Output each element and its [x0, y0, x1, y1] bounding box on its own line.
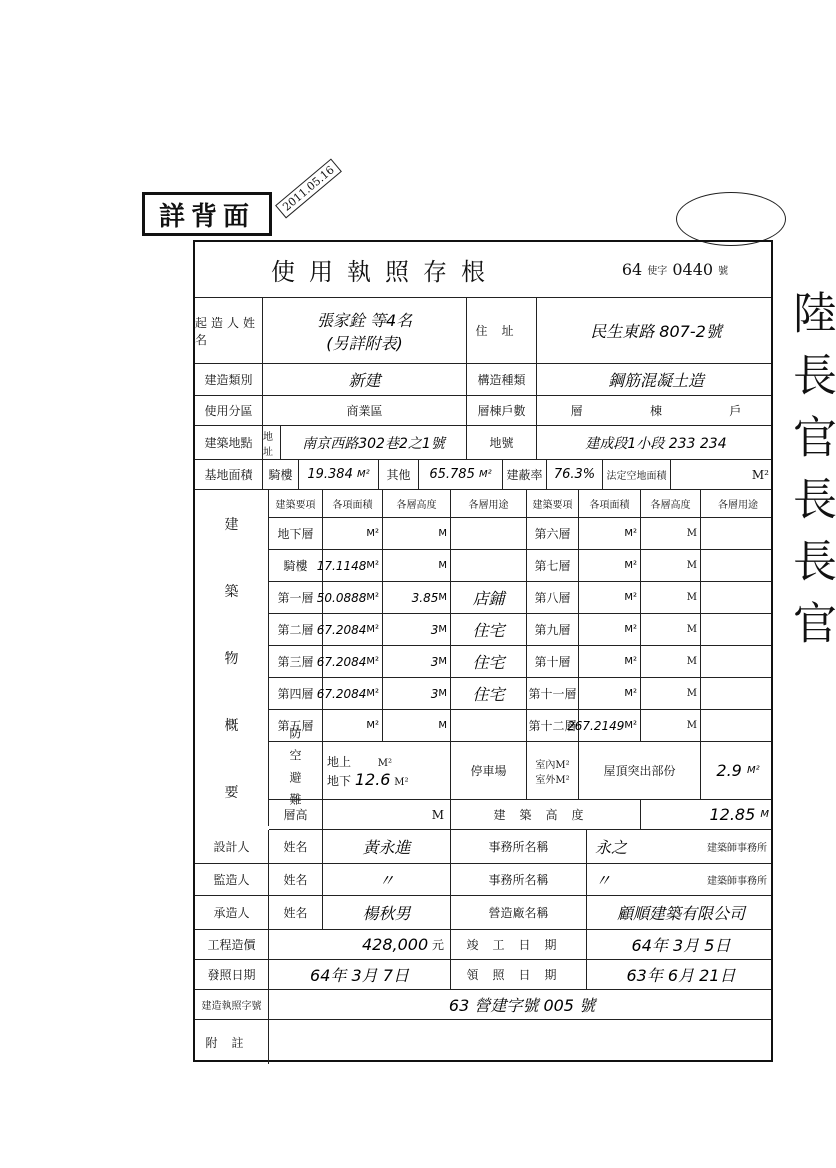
floor-use-right [701, 710, 775, 741]
floor-height: M [383, 518, 451, 549]
floor-use: 住宅 [451, 646, 527, 677]
floor-area: 67.2084 M² [323, 646, 383, 677]
parking-values: 室內M² 室外M² [527, 742, 579, 799]
hdr-use-l: 各層用途 [451, 490, 527, 517]
floor-height-value: M [323, 800, 451, 829]
floor-height-label: 層高 [269, 800, 323, 829]
floor-area: M² [323, 710, 383, 741]
floor-use-right [701, 678, 775, 709]
area-label: 基地面積 [195, 460, 263, 489]
floor-area-right: M² [579, 582, 641, 613]
floor-name: 地下層 [269, 518, 323, 549]
floor-area-right: M² [579, 646, 641, 677]
floor-area: 50.0888 M² [323, 582, 383, 613]
other-area: 65.785 M² [419, 460, 503, 489]
designer-name-label: 姓名 [269, 830, 323, 863]
floor-use-right [701, 582, 775, 613]
parking-label: 停車場 [451, 742, 527, 799]
floor-height: M [383, 550, 451, 581]
hdr-area-l: 各項面積 [323, 490, 383, 517]
legal-space-label: 法定空地面積 [603, 460, 671, 489]
lot-value: 建成段1小段 233 234 [585, 435, 727, 452]
zone-value: 商業區 [263, 396, 467, 425]
floor-name: 騎樓 [269, 550, 323, 581]
zone-row [195, 396, 771, 426]
area-row [195, 460, 771, 490]
issue-date: 64年 3月 7日 [269, 960, 451, 989]
bldg-height-label: 建築高度 [451, 800, 641, 829]
contractor-co: 顧順建築有限公司 [616, 904, 745, 923]
contractor-name: 楊秋男 [323, 896, 451, 929]
floor-use: 住宅 [451, 614, 527, 645]
floor-use [451, 550, 527, 581]
cost-row [195, 930, 771, 960]
floor-area-right: M² [579, 678, 641, 709]
hdr-height-r: 各層高度 [641, 490, 701, 517]
floor-name: 第二層 [269, 614, 323, 645]
floor-name-right: 第十二層 [527, 710, 579, 741]
floor-area-right: 267.2149 M² [579, 710, 641, 741]
floor-height-right: M [641, 582, 701, 613]
floor-name-right: 第九層 [527, 614, 579, 645]
floor-row [269, 678, 771, 710]
designer-label: 設計人 [195, 830, 269, 863]
remark-row [195, 1020, 771, 1064]
supervisor-label: 監造人 [195, 864, 269, 895]
floor-use [451, 518, 527, 549]
floor-use-right [701, 646, 775, 677]
floor-row [269, 550, 771, 582]
floor-height: 3 M [383, 646, 451, 677]
floor-use: 住宅 [451, 678, 527, 709]
builder-name: 張家銓 等4名 (另詳附表) [263, 298, 467, 363]
hdr-area-r: 各項面積 [579, 490, 641, 517]
height-row [269, 800, 771, 830]
floor-area: 67.2084 M² [323, 614, 383, 645]
permit-value: 63 營建字號 005 號 [448, 996, 596, 1015]
site-row [195, 426, 771, 460]
floor-height: M [383, 710, 451, 741]
hdr-height-l: 各層高度 [383, 490, 451, 517]
completion-label: 竣工日期 [451, 930, 587, 959]
ratio-value: 76.3% [547, 460, 603, 489]
issue-row [195, 960, 771, 990]
overview-label: 建 築 物 概 要 [195, 490, 269, 826]
hdr-item-r: 建築要項 [527, 490, 579, 517]
builder-row [195, 298, 771, 364]
designer-office: 永之 建築師事務所 [595, 838, 767, 857]
floor-area-right: M² [579, 518, 641, 549]
floor-height-right: M [641, 646, 701, 677]
contractor-row [195, 896, 771, 930]
floor-height: 3.85 M [383, 582, 451, 613]
cost-label: 工程造價 [195, 930, 269, 959]
lot-label: 地號 [467, 426, 537, 459]
floor-row [269, 646, 771, 678]
shelter-values: 地上 M² 地下 12.6 M² [323, 742, 451, 799]
floor-name-right: 第十層 [527, 646, 579, 677]
site-label: 建築地點 [195, 426, 263, 459]
supervisor-row [195, 864, 771, 896]
receive-date: 63年 6月 21日 [626, 966, 736, 985]
legal-space-value: M² [751, 467, 769, 482]
floor-row [269, 710, 771, 742]
floor-use-right [701, 518, 775, 549]
floor-height-right: M [641, 550, 701, 581]
issue-label: 發照日期 [195, 960, 269, 989]
contractor-label: 承造人 [195, 896, 269, 929]
structure-value: 鋼筋混凝土造 [607, 371, 704, 390]
floors-values: 層 棟 戶 [570, 404, 742, 418]
remark-label: 附註 [195, 1020, 269, 1064]
floor-height: 3 M [383, 678, 451, 709]
floor-area: 67.2084 M² [323, 678, 383, 709]
supervisor-office: 〃 建築師事務所 [595, 871, 767, 890]
arcade-area: 19.384 M² [299, 460, 379, 489]
other-label: 其他 [379, 460, 419, 489]
floor-use [451, 710, 527, 741]
permit-form [193, 240, 773, 1062]
ratio-label: 建蔽率 [503, 460, 547, 489]
supervisor-name-label: 姓名 [269, 864, 323, 895]
roof-value: 2.9 M² [716, 761, 760, 780]
site-address: 南京西路302巷2之1號 [281, 426, 467, 459]
floor-height-right: M [641, 678, 701, 709]
completion-date: 64年 3月 5日 [631, 936, 731, 955]
floor-area: M² [323, 518, 383, 549]
floor-height-right: M [641, 614, 701, 645]
seal-oval [676, 192, 786, 246]
roof-label: 屋頂突出部份 [579, 742, 701, 799]
overview-header [269, 490, 771, 518]
floor-name-right: 第六層 [527, 518, 579, 549]
contractor-co-label: 營造廠名稱 [451, 896, 587, 929]
supervisor-office-label: 事務所名稱 [451, 864, 587, 895]
address-label: 住址 [467, 298, 537, 363]
floor-name: 第四層 [269, 678, 323, 709]
floor-name-right: 第七層 [527, 550, 579, 581]
floor-height-right: M [641, 518, 701, 549]
designer-name: 黃永進 [323, 830, 451, 863]
contractor-name-label: 姓名 [269, 896, 323, 929]
detail-stamp: 詳背面 [142, 192, 272, 236]
supervisor-name: 〃 [323, 864, 451, 895]
floor-row [269, 518, 771, 550]
builder-address: 民生東路 807-2號 [590, 322, 722, 341]
category-row [195, 364, 771, 396]
shelter-label: 防空避難 [269, 742, 323, 799]
floor-name: 第三層 [269, 646, 323, 677]
arcade-label: 騎樓 [263, 460, 299, 489]
side-handwriting: 陸長官長長官 [785, 290, 836, 662]
category-label: 建造類別 [195, 364, 263, 395]
permit-row [195, 990, 771, 1020]
floor-row [269, 614, 771, 646]
floors-label: 層棟戶數 [467, 396, 537, 425]
site-sub-label: 地址 [263, 426, 281, 459]
cost-value: 428,000 元 [269, 930, 451, 959]
floor-area: 17.1148 M² [323, 550, 383, 581]
permit-number: 64 使字 0440 號 [621, 260, 729, 279]
floor-name-right: 第八層 [527, 582, 579, 613]
floor-area-right: M² [579, 614, 641, 645]
permit-label: 建造執照字號 [195, 990, 269, 1019]
hdr-item-l: 建築要項 [269, 490, 323, 517]
floor-name: 第一層 [269, 582, 323, 613]
structure-label: 構造種類 [467, 364, 537, 395]
diagonal-stamp: 2011.05.16 [275, 159, 342, 219]
bldg-height-value: 12.85 M [709, 805, 769, 824]
floor-name: 第五層 [269, 710, 323, 741]
floor-height-right: M [641, 710, 701, 741]
title-row [195, 242, 771, 298]
builder-label: 起造人姓名 [195, 298, 263, 363]
zone-label: 使用分區 [195, 396, 263, 425]
receive-label: 領照日期 [451, 960, 587, 989]
floor-use: 店鋪 [451, 582, 527, 613]
form-title: 使用執照存根 [271, 258, 499, 286]
designer-office-label: 事務所名稱 [451, 830, 587, 863]
floor-use-right [701, 550, 775, 581]
floor-name-right: 第十一層 [527, 678, 579, 709]
floor-area-right: M² [579, 550, 641, 581]
hdr-use-r: 各層用途 [718, 500, 758, 511]
designer-row [195, 830, 771, 864]
category-value: 新建 [263, 364, 467, 395]
floor-use-right [701, 614, 775, 645]
floor-height: 3 M [383, 614, 451, 645]
floor-row [269, 582, 771, 614]
